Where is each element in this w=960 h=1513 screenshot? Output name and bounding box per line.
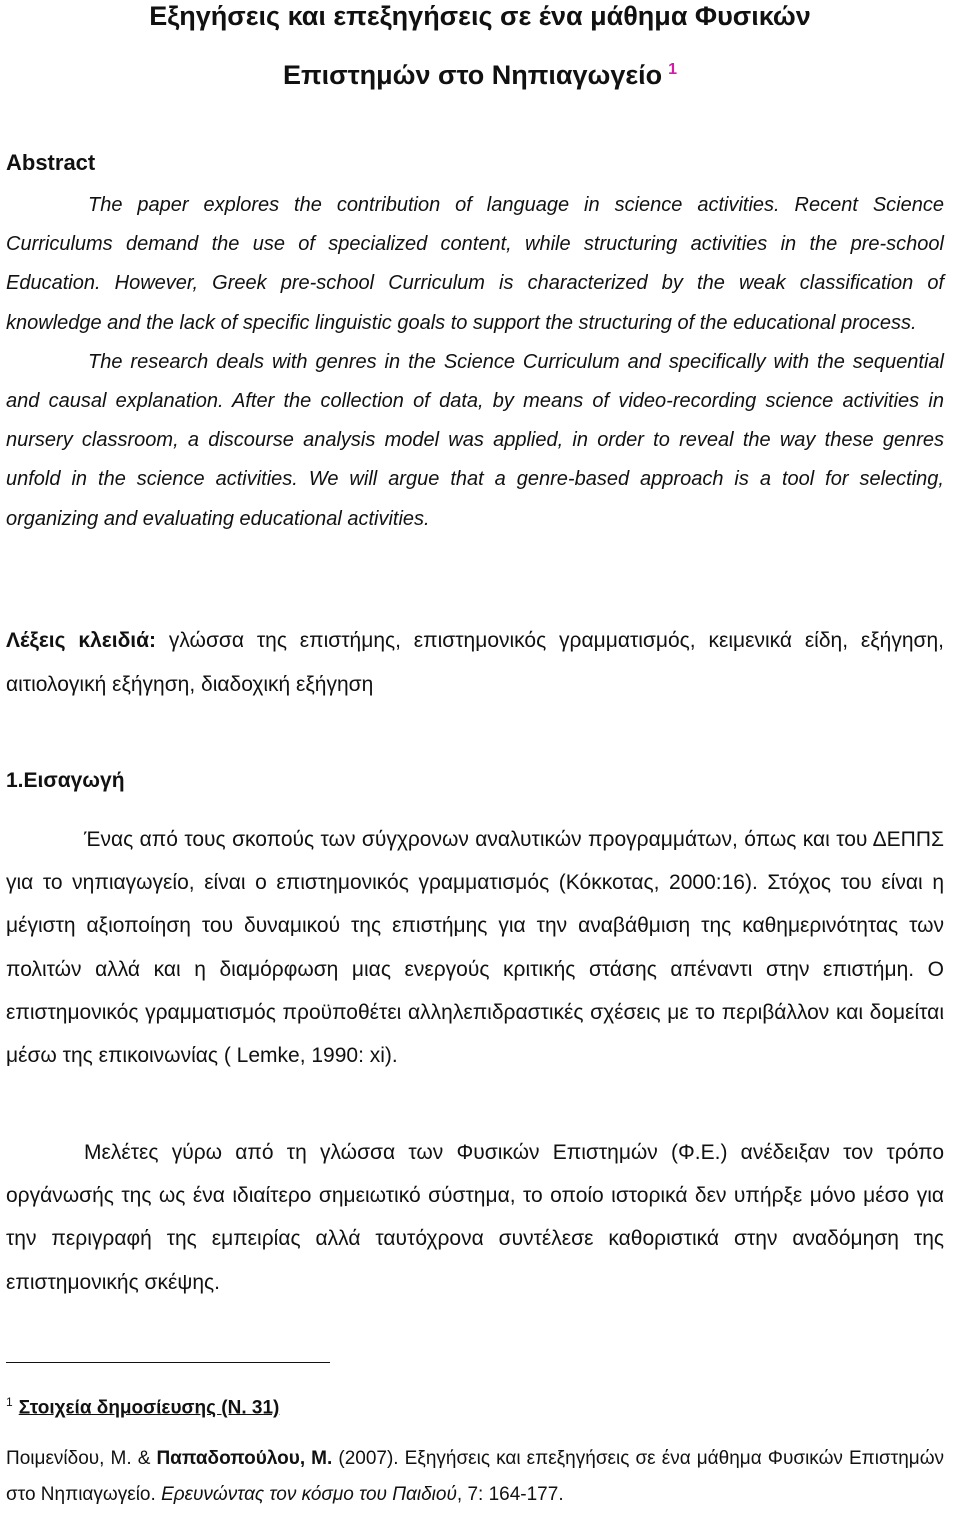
publication-details-link[interactable]: Στοιχεία δημοσίευσης (Ν. 31)	[18, 1397, 280, 1419]
citation-author-1: Ποιμενίδου, Μ. &	[6, 1448, 151, 1469]
citation-volume-pages: , 7: 164-177.	[456, 1484, 564, 1505]
abstract-body	[6, 186, 944, 539]
paper-title-text-1: Εξηγήσεις και επεξηγήσεις σε ένα μάθημα Φυσικών	[149, 1, 811, 31]
footnote-citation	[6, 1441, 944, 1513]
abstract-paragraph-2: The research deals with genres in the Science Curriculum and specifically with the sequential and causal explanation. After the collection of data, by means of video-recording science activities in nursery classroom, a discourse analysis model was applied, in order to reveal the way these genres unfold in the science activities. We will argue that a genre-based approach is a tool for selecting, organizing and evaluating educational activities.	[6, 350, 944, 530]
citation-author-2: Παπαδοπούλου, Μ.	[156, 1448, 333, 1469]
section-heading-introduction: 1.Εισαγωγή	[6, 769, 125, 792]
intro-paragraph-2: Μελέτες γύρω από τη γλώσσα των Φυσικών Επιστημών (Φ.Ε.) ανέδειξαν τον τρόπο οργάνωσής της ως ένα ιδιαίτερο σημειωτικό σύστημα, το οποίο ιστορικά δεν υπήρξε μόνο μέσο για την περιγραφή της εμπειρίας αλλά ταυτόχρονα συντέλεσε καθοριστικά στην αναδόμηση της επιστημονικής σκέψης.	[6, 1141, 944, 1294]
keywords-label: Λέξεις κλειδιά:	[6, 629, 157, 652]
abstract-heading: Abstract	[6, 150, 96, 175]
footnote-number: 1	[6, 1395, 13, 1409]
footnote-publication	[6, 1386, 279, 1424]
citation-journal: Ερευνώντας τον κόσμο του Παιδιού	[161, 1484, 457, 1505]
footnote-separator	[6, 1362, 330, 1363]
intro-paragraph-1: Ένας από τους σκοπούς των σύγχρονων αναλυτικών προγραμμάτων, όπως και του ΔΕΠΠΣ για το νηπιαγωγείο, είναι ο επιστημονικός γραμματισμός (Κόκκοτας, 2000:16). Στόχος του είναι η μέγιστη αξιοποίηση του δυναμικού της επιστήμης για την αναβάθμιση της καθημερινότητας των πολιτών αλλά και η διαμόρφωση μιας ενεργούς κριτικής στάσης απέναντι στην επιστήμη. Ο επιστημονικός γραμματισμός προϋποθέτει αλληλεπιδραστικές σχέσεις με το περιβάλλον και δομείται μέσω της επικοινωνίας ( Lemke, 1990: xi).	[6, 828, 944, 1068]
keywords	[6, 619, 944, 707]
citation-year-title: (2007). Εξηγήσεις και επεξηγήσεις σε ένα μάθημα Φυσικών Επιστημών στο Νηπιαγωγείο.	[6, 1448, 945, 1505]
paper-title-line-2	[0, 43, 960, 102]
paper-title-line-1	[0, 0, 960, 43]
title-footnote-marker[interactable]: 1	[668, 61, 678, 78]
keywords-text: γλώσσα της επιστήμης, επιστημονικός γραμματισμός, κειμενικά είδη, εξήγηση, αιτιολογική εξήγηση, διαδοχική εξήγηση	[6, 629, 944, 696]
paper-title-text-2: Επιστημών στο Νηπιαγωγείο	[282, 60, 663, 90]
abstract-paragraph-1: The paper explores the contribution of language in science activities. Recent Science Curriculums demand the use of specialized content, while structuring activities in the pre-school Education. However, Greek pre-school Curriculum is characterized by the weak classification of knowledge and the lack of specific linguistic goals to support the structuring of the educational process.	[6, 194, 944, 334]
